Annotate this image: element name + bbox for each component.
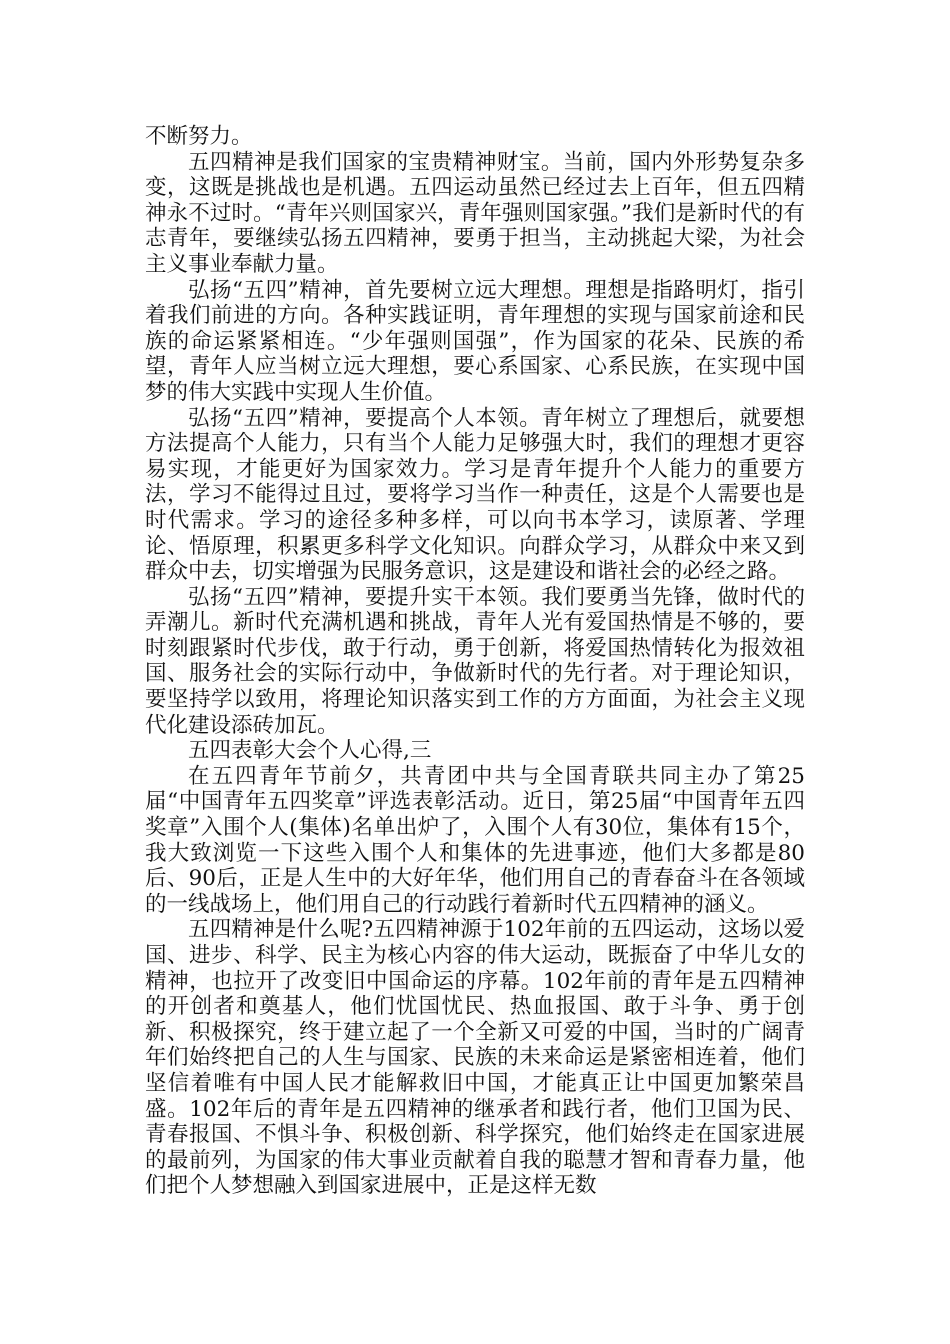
paragraph-personal-ability: 弘扬“五四”精神，要提高个人本领。青年树立了理想后，就要想方法提高个人能力，只有当个人能力足够强大时，我们的理想才更容易实现，才能更好为国家效力。学习是青年提升个人能力的重要方法，学习不能得过且过，要将学习当作一种责任，这是个人需要也是时代需求。学习的途径多种多样，可以向书本学习，读原著、学理论、悟原理，积累更多科学文化知识。向群众学习，从群众中来又到群众中去，切实增强为民服务意识，这是建设和谐社会的必经之路。 (145, 405, 805, 585)
paragraph-lofty-ideals: 弘扬“五四”精神，首先要树立远大理想。理想是指路明灯，指引着我们前进的方向。各种实践证明，青年理想的实现与国家前途和民族的命运紧紧相连。“少年强则国强”，作为国家的花朵、民族的希望，青年人应当树立远大理想，要心系国家、心系民族，在实现中国梦的伟大实践中实现人生价值。 (145, 277, 805, 405)
document-body (145, 124, 805, 1199)
paragraph-wusi-spirit-treasure: 五四精神是我们国家的宝贵精神财宝。当前，国内外形势复杂多变，这既是挑战也是机遇。五四运动虽然已经过去上百年，但五四精神永不过时。“青年兴则国家兴，青年强则国家强。”我们是新时代的有志青年，要继续弘扬五四精神，要勇于担当，主动挑起大梁，为社会主义事业奉献力量。 (145, 149, 805, 277)
section-heading: 五四表彰大会个人心得,三 (188, 738, 432, 764)
paragraph-what-is-wusi: 五四精神是什么呢?五四精神源于102年前的五四运动，这场以爱国、进步、科学、民主为核心内容的伟大运动，既振奋了中华儿女的精神，也拉开了改变旧中国命运的序幕。102年前的青年是五四精神的开创者和奠基人，他们忧国忧民、热血报国、敢于斗争、勇于创新、积极探究，终于建立起了一个全新又可爱的中国，当时的广阔青年们始终把自己的人生与国家、民族的未来命运是紧密相连着，他们坚信着唯有中国人民才能解救旧中国，才能真正让中国更加繁荣昌盛。102年后的青年是五四精神的继承者和践行者，他们卫国为民、青春报国、不惧斗争、积极创新、科学探究，他们始终走在国家进展的最前列，为国家的伟大事业贡献着自我的聪慧才智和青春力量，他们把个人梦想融入到国家进展中，正是这样无数 (145, 917, 805, 1199)
paragraph-continuation: 不断努力。 (145, 124, 253, 149)
paragraph-practical-ability: 弘扬“五四”精神，要提升实干本领。我们要勇当先锋，做时代的弄潮儿。新时代充满机遇和挑战，青年人光有爱国热情是不够的，要时刻跟紧时代步伐，敢于行动，勇于创新，将爱国热情转化为报效祖国、服务社会的实际行动中，争做新时代的先行者。对于理论知识，要坚持学以致用，将理论知识落实到工作的方方面面，为社会主义现代化建设添砖加瓦。 (145, 584, 805, 738)
paragraph-award-event: 在五四青年节前夕，共青团中共与全国青联共同主办了第25届“中国青年五四奖章”评选表彰活动。近日，第25届“中国青年五四奖章”入围个人(集体)名单出炉了，入围个人有30位，集体有15个，我大致浏览一下这些入围个人和集体的先进事迹，他们大多都是80后、90后，正是人生中的大好年华，他们用自己的青春奋斗在各领域的一线战场上，他们用自己的行动践行着新时代五四精神的涵义。 (145, 763, 805, 917)
